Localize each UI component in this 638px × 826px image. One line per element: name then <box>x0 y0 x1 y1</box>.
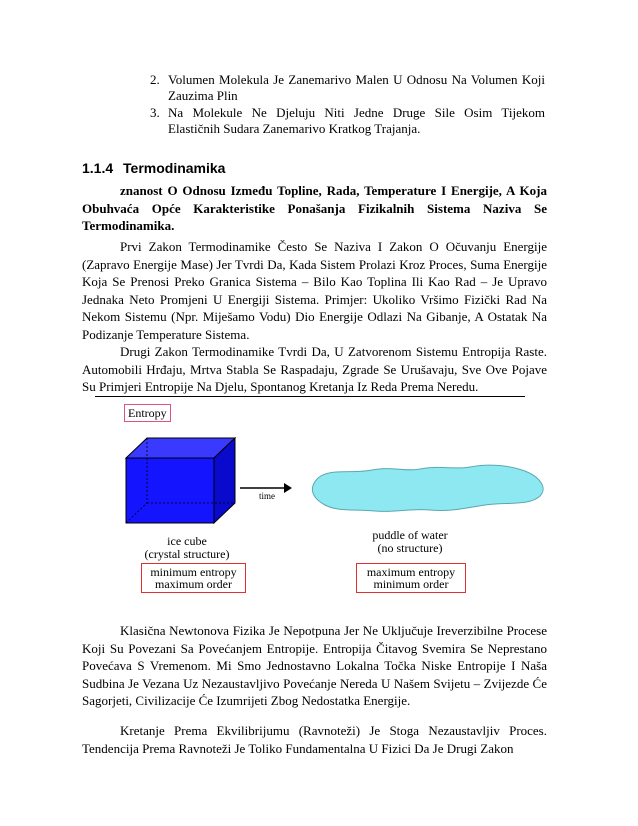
list-item-text: Na Molekule Ne Djeluju Niti Jedne Druge Sile Osim Tijekom Elastičnih Sudara Zanemarivo Kratkog Trajanja. <box>168 105 545 136</box>
puddle-entropy: maximum entropy <box>366 565 456 579</box>
newtonian-paragraph: Klasična Newtonova Fizika Je Nepotpuna Jer Ne Uključuje Ireverzibilne Procese Koji Su Povezani Sa Povećanjem Entropije. Entropija Čitavog Svemira Se Neprestano Povećava S Vremenom. Mi Smo Jednostavno Lokalna Točka Niske Entropije I Naša Sudbina Je Vezana Uz Nezaustavljivo Povećanje Nereda U Našem Svijetu – Zvijezde Će Sagorjeti, Civilizacije Će Izumrijeti Zbog Nedostatka Energije. <box>82 623 547 708</box>
puddle-entropy-box <box>356 563 466 593</box>
list-item-number: 2. <box>150 72 160 87</box>
time-label: time <box>259 491 275 501</box>
first-law-paragraph: Prvi Zakon Termodinamike Često Se Naziva I Zakon O Očuvanju Energije (Zapravo Energije Mase) Jer Tvrdi Da, Kada Sistem Prolazi Kroz Proces, Suma Energije Koja Se Prenosi Preko Granica Sistema – Bilo Kao Toplina Ili Kao Rad – Je Upravo Jednaka Neto Promjeni U Energiji Sistema. Primjer: Ukoliko Vršimo Fizički Rad Na Nekom Sistemu (Npr. Miješamo Vodu) Dio Energije Odlazi Na Gibanje, A Ostatak Na Podizanje Temperature Sistema. <box>82 239 547 342</box>
list-item-text: Volumen Molekula Je Zanemarivo Malen U Odnosu Na Volumen Koji Zauzima Plin <box>168 72 545 103</box>
section-title: Termodinamika <box>123 160 226 176</box>
ice-cube-caption-line2: (crystal structure) <box>144 547 230 561</box>
figure-title: Entropy <box>124 404 171 422</box>
ice-cube-order: maximum order <box>155 577 232 591</box>
puddle-illustration <box>312 465 543 511</box>
cube-front-face <box>126 458 214 523</box>
ice-cube-illustration <box>126 438 235 523</box>
ice-cube-entropy: minimum entropy <box>150 565 237 579</box>
second-law-paragraph: Drugi Zakon Termodinamike Tvrdi Da, U Zatvorenom Sistemu Entropija Raste. Automobili Hrđaju, Mrtva Stabla Se Raspadaju, Zgrade Se Urušavaju, Sve Ove Pojave Su Primjeri Entropije Na Djelu, Spontanog Kretanja Iz Reda Prema Neredu. <box>82 344 547 394</box>
section-number: 1.1.4 <box>82 160 114 176</box>
intro-paragraph: znanost O Odnosu Između Topline, Rada, Temperature I Energije, A Koja Obuhvaća Opće Karakteristike Ponašanja Fizikalnih Sistema Naziva Se Termodinamika. <box>82 183 547 233</box>
puddle-caption-line2: (no structure) <box>377 541 443 555</box>
ice-cube-entropy-box <box>141 563 246 593</box>
puddle-caption <box>350 529 470 555</box>
puddle-caption-line1: puddle of water <box>372 528 448 542</box>
ice-cube-caption-line1: ice cube <box>167 534 207 548</box>
ice-cube-caption <box>132 535 242 561</box>
list-item-number: 3. <box>150 105 160 120</box>
equilibrium-paragraph: Kretanje Prema Ekvilibrijumu (Ravnoteži) Je Stoga Nezaustavljiv Proces. Tendencija Prema Ravnoteži Je Toliko Fundamentalna U Fizici Da Je Drugi Zakon <box>82 723 547 756</box>
puddle-order: minimum order <box>373 577 449 591</box>
